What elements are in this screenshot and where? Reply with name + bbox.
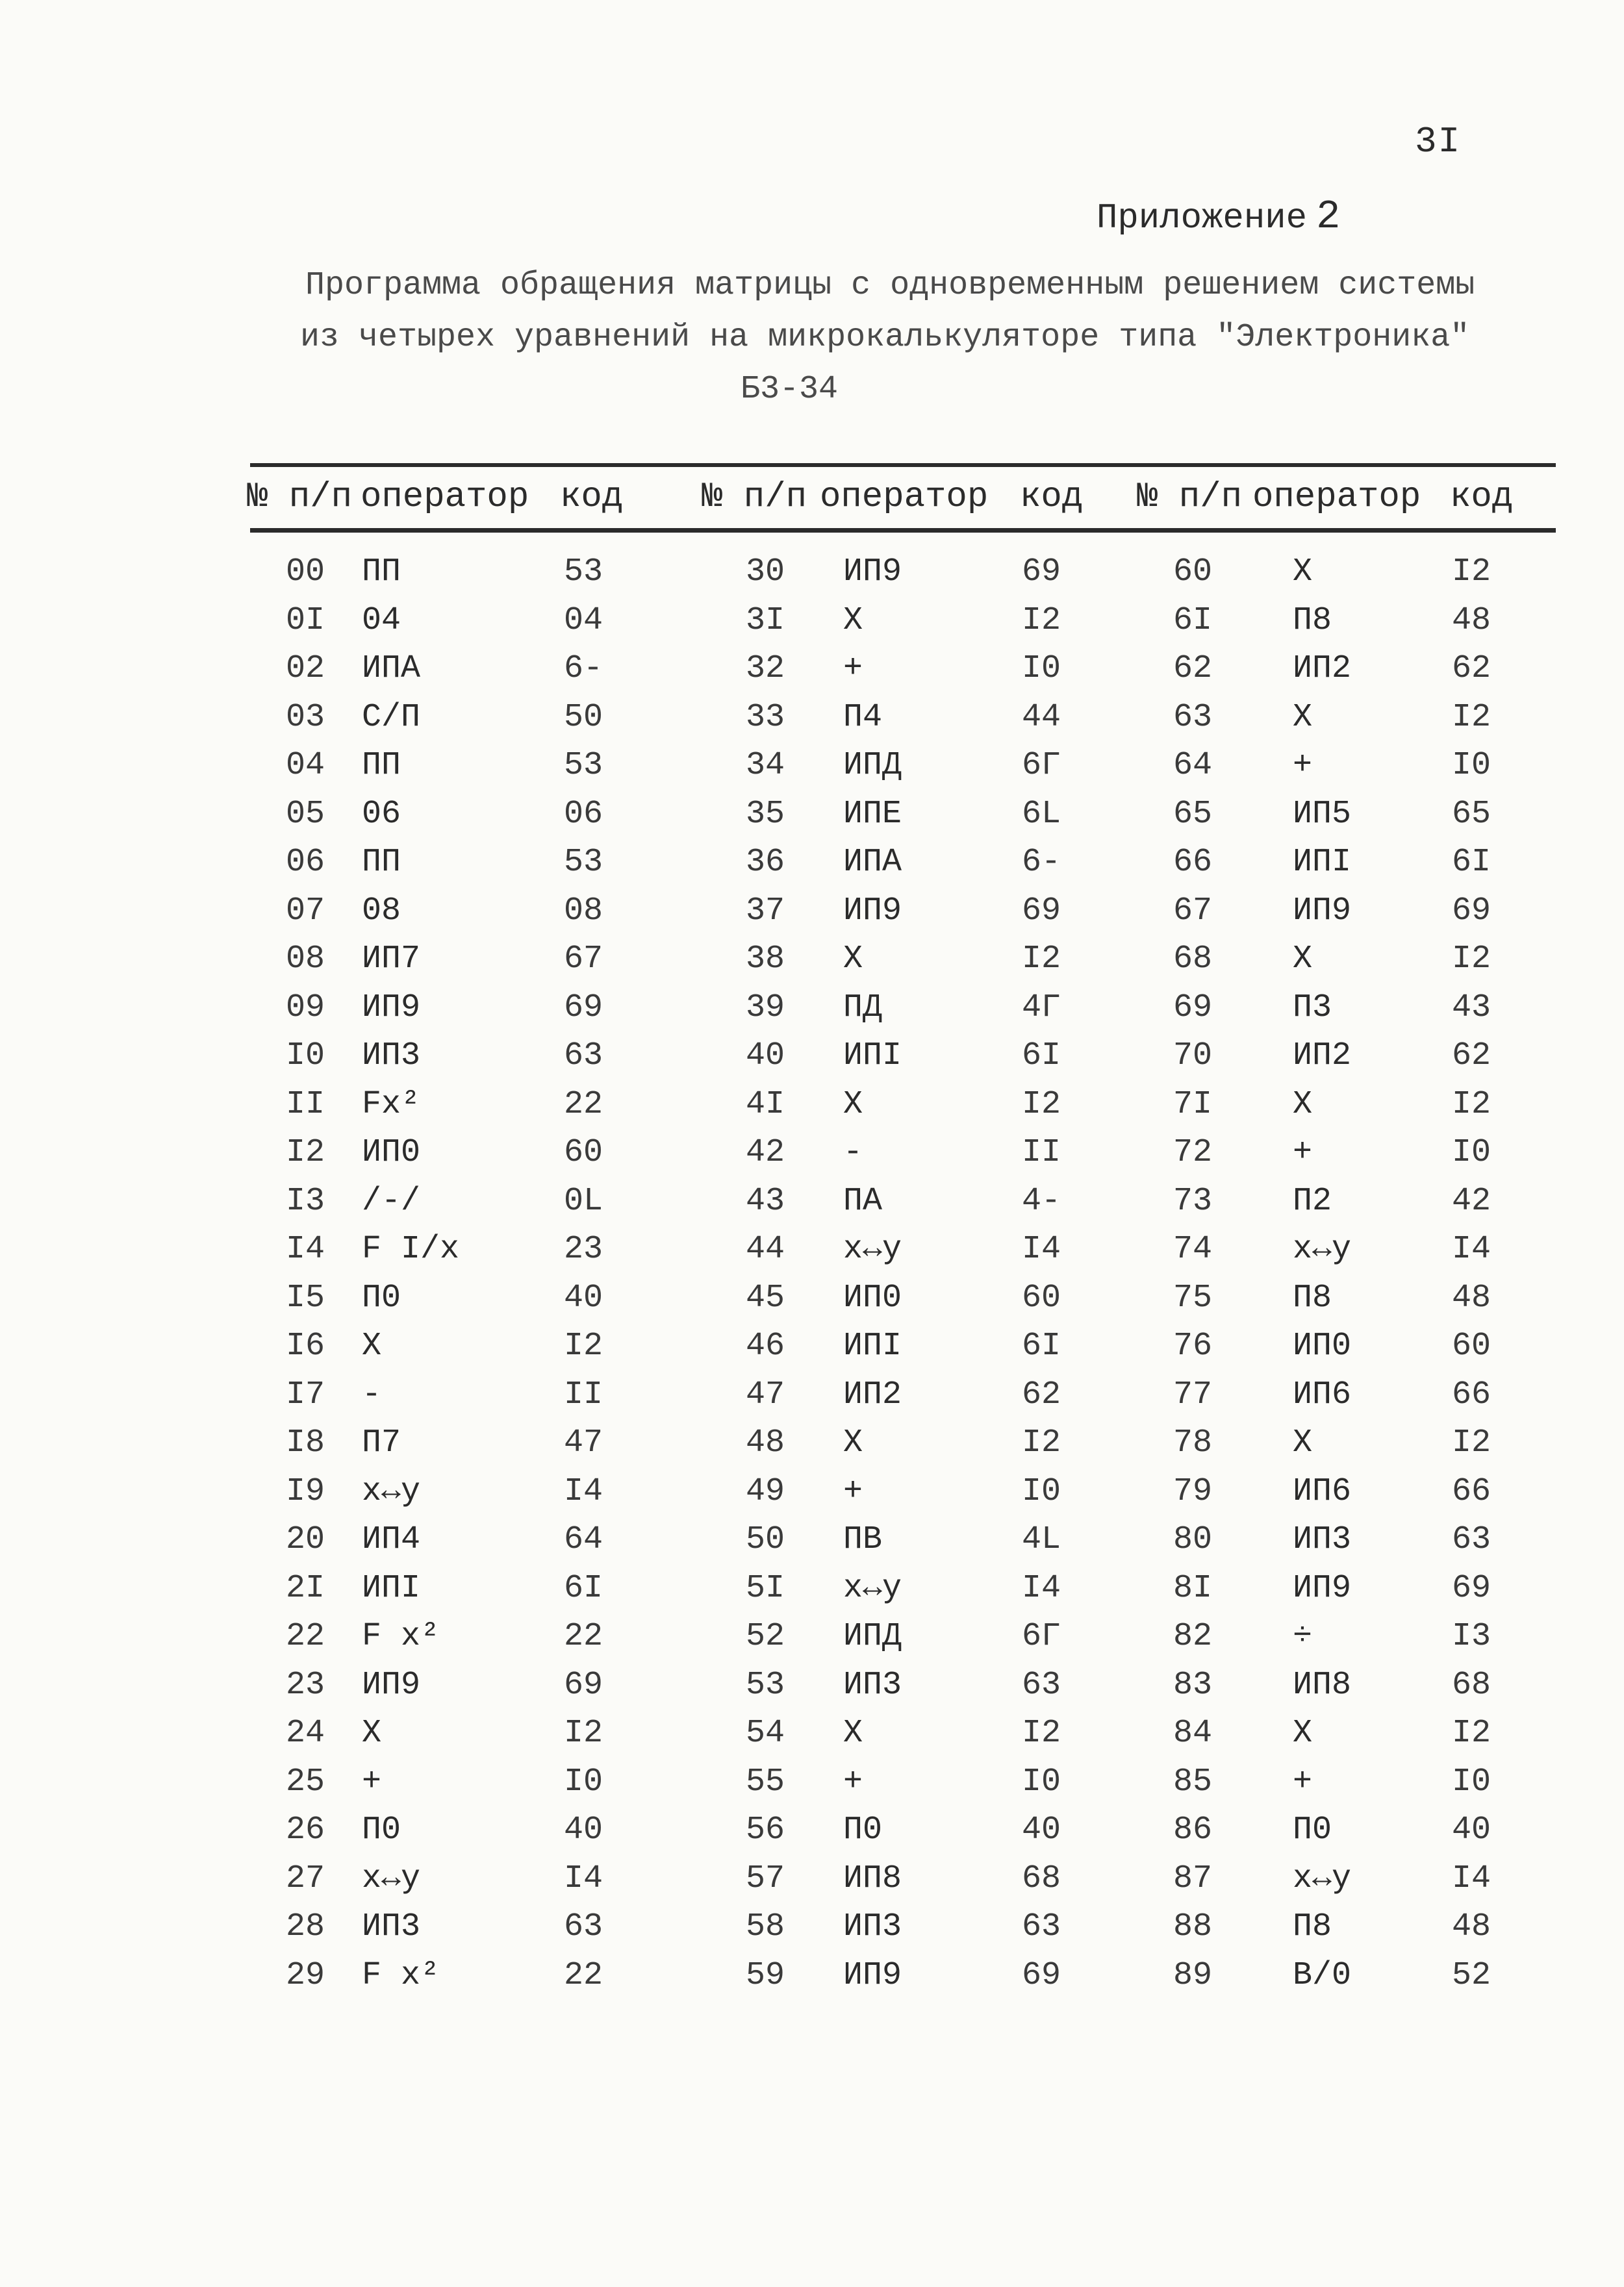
code-cell: 53 bbox=[564, 747, 603, 784]
step-number-cell: 48 bbox=[746, 1424, 785, 1461]
operator-cell: ИП3 bbox=[843, 1666, 902, 1704]
operator-cell: П7 bbox=[362, 1424, 401, 1461]
operator-cell: П8 bbox=[1293, 1279, 1332, 1317]
code-cell: 63 bbox=[1452, 1521, 1491, 1558]
operator-cell: X bbox=[843, 1424, 863, 1461]
code-cell: 06 bbox=[564, 795, 603, 833]
header-code-1: код bbox=[560, 477, 624, 517]
code-cell: I2 bbox=[1022, 601, 1061, 639]
operator-cell: П8 bbox=[1293, 1908, 1332, 1945]
code-cell: 40 bbox=[564, 1812, 603, 1849]
operator-cell: + bbox=[1293, 1134, 1313, 1171]
appendix-heading bbox=[1097, 194, 1340, 240]
step-number-cell: 5I bbox=[746, 1569, 785, 1607]
code-cell: I2 bbox=[1022, 1085, 1061, 1123]
code-cell: I2 bbox=[1022, 1715, 1061, 1752]
operator-cell: ИПД bbox=[843, 1618, 902, 1655]
appendix-number: 2 bbox=[1316, 194, 1341, 240]
header-number-2: № п/п bbox=[702, 477, 807, 517]
code-cell: 53 bbox=[564, 844, 603, 881]
code-cell: 66 bbox=[1452, 1472, 1491, 1510]
code-cell: 22 bbox=[564, 1085, 603, 1123]
operator-cell: С/П bbox=[362, 698, 421, 736]
code-cell: 53 bbox=[564, 553, 603, 590]
operator-cell: - bbox=[843, 1134, 863, 1171]
operator-cell: + bbox=[1293, 747, 1313, 784]
code-cell: 6L bbox=[1022, 795, 1061, 833]
code-cell: 44 bbox=[1022, 698, 1061, 736]
step-number-cell: 8I bbox=[1173, 1569, 1213, 1607]
step-number-cell: I0 bbox=[286, 1037, 325, 1074]
step-number-cell: 68 bbox=[1173, 941, 1213, 978]
code-cell: II bbox=[1022, 1134, 1061, 1171]
code-cell: 60 bbox=[1452, 1328, 1491, 1365]
operator-cell: F x² bbox=[362, 1956, 440, 1994]
step-number-cell: I8 bbox=[286, 1424, 325, 1461]
step-number-cell: 62 bbox=[1173, 650, 1213, 687]
code-cell: 50 bbox=[564, 698, 603, 736]
operator-cell: + bbox=[362, 1763, 382, 1801]
operator-cell: X bbox=[362, 1715, 382, 1752]
operator-cell: ИП5 bbox=[1293, 795, 1352, 833]
code-cell: II bbox=[564, 1376, 603, 1413]
step-number-cell: 26 bbox=[286, 1812, 325, 1849]
operator-cell: ИП3 bbox=[843, 1908, 902, 1945]
operator-cell: П2 bbox=[1293, 1182, 1332, 1220]
operator-cell: ПП bbox=[362, 553, 401, 590]
operator-cell: ÷ bbox=[1293, 1618, 1313, 1655]
step-number-cell: I9 bbox=[286, 1472, 325, 1510]
code-cell: 66 bbox=[1452, 1376, 1491, 1413]
step-number-cell: 47 bbox=[746, 1376, 785, 1413]
code-cell: 60 bbox=[1022, 1279, 1061, 1317]
step-number-cell: 25 bbox=[286, 1763, 325, 1801]
operator-cell: X bbox=[1293, 1715, 1313, 1752]
step-number-cell: 2I bbox=[286, 1569, 325, 1607]
step-number-cell: 49 bbox=[746, 1472, 785, 1510]
operator-cell: ИП2 bbox=[1293, 650, 1352, 687]
code-cell: 6I bbox=[564, 1569, 603, 1607]
code-cell: 65 bbox=[1452, 795, 1491, 833]
step-number-cell: 50 bbox=[746, 1521, 785, 1558]
step-number-cell: 0I bbox=[286, 601, 325, 639]
operator-cell: ИПI bbox=[843, 1037, 902, 1074]
code-cell: I2 bbox=[1452, 1424, 1491, 1461]
step-number-cell: 6I bbox=[1173, 601, 1213, 639]
code-cell: I3 bbox=[1452, 1618, 1491, 1655]
operator-cell: П0 bbox=[362, 1279, 401, 1317]
code-cell: I4 bbox=[1022, 1231, 1061, 1268]
operator-cell: П3 bbox=[1293, 989, 1332, 1026]
code-cell: 68 bbox=[1022, 1860, 1061, 1897]
header-number-3: № п/п bbox=[1137, 477, 1243, 517]
step-number-cell: 78 bbox=[1173, 1424, 1213, 1461]
operator-cell: ПП bbox=[362, 747, 401, 784]
step-number-cell: I2 bbox=[286, 1134, 325, 1171]
code-cell: 69 bbox=[1452, 892, 1491, 929]
operator-cell: ИП2 bbox=[843, 1376, 902, 1413]
operator-cell: ИП8 bbox=[1293, 1666, 1352, 1704]
operator-cell: П4 bbox=[843, 698, 883, 736]
step-number-cell: 74 bbox=[1173, 1231, 1213, 1268]
step-number-cell: 42 bbox=[746, 1134, 785, 1171]
operator-cell: X bbox=[843, 941, 863, 978]
step-number-cell: 02 bbox=[286, 650, 325, 687]
step-number-cell: 84 bbox=[1173, 1715, 1213, 1752]
step-number-cell: 32 bbox=[746, 650, 785, 687]
step-number-cell: 52 bbox=[746, 1618, 785, 1655]
step-number-cell: 73 bbox=[1173, 1182, 1213, 1220]
step-number-cell: 59 bbox=[746, 1956, 785, 1994]
code-cell: 47 bbox=[564, 1424, 603, 1461]
code-cell: 6Г bbox=[1022, 1618, 1061, 1655]
code-cell: I2 bbox=[1452, 1085, 1491, 1123]
operator-cell: ИП9 bbox=[362, 989, 421, 1026]
operator-cell: ИП2 bbox=[1293, 1037, 1352, 1074]
operator-cell: X bbox=[1293, 553, 1313, 590]
header-operator-1: оператор bbox=[361, 477, 529, 517]
code-cell: 08 bbox=[564, 892, 603, 929]
step-number-cell: 65 bbox=[1173, 795, 1213, 833]
code-cell: I0 bbox=[1452, 747, 1491, 784]
operator-cell: X bbox=[1293, 1424, 1313, 1461]
step-number-cell: 55 bbox=[746, 1763, 785, 1801]
step-number-cell: 38 bbox=[746, 941, 785, 978]
step-number-cell: 20 bbox=[286, 1521, 325, 1558]
step-number-cell: 37 bbox=[746, 892, 785, 929]
step-number-cell: 29 bbox=[286, 1956, 325, 1994]
operator-cell: X bbox=[843, 1715, 863, 1752]
code-cell: 69 bbox=[1452, 1569, 1491, 1607]
code-cell: 23 bbox=[564, 1231, 603, 1268]
operator-cell: ИП3 bbox=[1293, 1521, 1352, 1558]
step-number-cell: 67 bbox=[1173, 892, 1213, 929]
code-cell: I2 bbox=[1022, 1424, 1061, 1461]
step-number-cell: 28 bbox=[286, 1908, 325, 1945]
code-cell: 6I bbox=[1452, 844, 1491, 881]
step-number-cell: I3 bbox=[286, 1182, 325, 1220]
operator-cell: Fx² bbox=[362, 1085, 421, 1123]
code-cell: 6- bbox=[564, 650, 603, 687]
code-cell: I2 bbox=[1452, 698, 1491, 736]
code-cell: 62 bbox=[1022, 1376, 1061, 1413]
code-cell: 69 bbox=[564, 1666, 603, 1704]
step-number-cell: 24 bbox=[286, 1715, 325, 1752]
operator-cell: x↔y bbox=[362, 1472, 421, 1510]
code-cell: 63 bbox=[1022, 1908, 1061, 1945]
step-number-cell: 85 bbox=[1173, 1763, 1213, 1801]
step-number-cell: 76 bbox=[1173, 1328, 1213, 1365]
table-header-rule bbox=[250, 528, 1556, 533]
operator-cell: F I/x bbox=[362, 1231, 460, 1268]
operator-cell: ИП9 bbox=[1293, 1569, 1352, 1607]
header-operator-3: оператор bbox=[1252, 477, 1421, 517]
operator-cell: x↔y bbox=[362, 1860, 421, 1897]
code-cell: I4 bbox=[1452, 1860, 1491, 1897]
code-cell: I4 bbox=[564, 1472, 603, 1510]
step-number-cell: 07 bbox=[286, 892, 325, 929]
code-cell: 4Г bbox=[1022, 989, 1061, 1026]
step-number-cell: 69 bbox=[1173, 989, 1213, 1026]
operator-cell: 08 bbox=[362, 892, 401, 929]
operator-cell: ИП0 bbox=[1293, 1328, 1352, 1365]
code-cell: 48 bbox=[1452, 1908, 1491, 1945]
step-number-cell: 23 bbox=[286, 1666, 325, 1704]
step-number-cell: 66 bbox=[1173, 844, 1213, 881]
step-number-cell: 70 bbox=[1173, 1037, 1213, 1074]
code-cell: I0 bbox=[1452, 1763, 1491, 1801]
operator-cell: В/0 bbox=[1293, 1956, 1352, 1994]
step-number-cell: 89 bbox=[1173, 1956, 1213, 1994]
step-number-cell: 82 bbox=[1173, 1618, 1213, 1655]
code-cell: I2 bbox=[1452, 553, 1491, 590]
operator-cell: ПА bbox=[843, 1182, 883, 1220]
code-cell: I0 bbox=[1022, 1472, 1061, 1510]
step-number-cell: 35 bbox=[746, 795, 785, 833]
code-cell: 48 bbox=[1452, 1279, 1491, 1317]
operator-cell: ПД bbox=[843, 989, 883, 1026]
operator-cell: x↔y bbox=[1293, 1231, 1352, 1268]
step-number-cell: 00 bbox=[286, 553, 325, 590]
operator-cell: ИПА bbox=[362, 650, 421, 687]
step-number-cell: 27 bbox=[286, 1860, 325, 1897]
code-cell: 6Г bbox=[1022, 747, 1061, 784]
code-cell: 6- bbox=[1022, 844, 1061, 881]
code-cell: 68 bbox=[1452, 1666, 1491, 1704]
operator-cell: ИП9 bbox=[362, 1666, 421, 1704]
operator-cell: + bbox=[1293, 1763, 1313, 1801]
code-cell: 40 bbox=[564, 1279, 603, 1317]
operator-cell: ИП9 bbox=[1293, 892, 1352, 929]
operator-cell: ИП7 bbox=[362, 941, 421, 978]
title-line-2: из четырех уравнений на микрокалькуляторе типа "Электроника" bbox=[300, 319, 1470, 356]
code-cell: I2 bbox=[564, 1328, 603, 1365]
operator-cell: X bbox=[1293, 1085, 1313, 1123]
operator-cell: 04 bbox=[362, 601, 401, 639]
code-cell: 63 bbox=[564, 1908, 603, 1945]
operator-cell: ИПI bbox=[1293, 844, 1352, 881]
step-number-cell: I5 bbox=[286, 1279, 325, 1317]
step-number-cell: 22 bbox=[286, 1618, 325, 1655]
step-number-cell: 86 bbox=[1173, 1812, 1213, 1849]
code-cell: 69 bbox=[564, 989, 603, 1026]
code-cell: 22 bbox=[564, 1618, 603, 1655]
code-cell: 52 bbox=[1452, 1956, 1491, 1994]
operator-cell: F x² bbox=[362, 1618, 440, 1655]
code-cell: I0 bbox=[1452, 1134, 1491, 1171]
operator-cell: ИП3 bbox=[362, 1037, 421, 1074]
code-cell: 60 bbox=[564, 1134, 603, 1171]
operator-cell: X bbox=[843, 1085, 863, 1123]
step-number-cell: I7 bbox=[286, 1376, 325, 1413]
step-number-cell: 58 bbox=[746, 1908, 785, 1945]
code-cell: 40 bbox=[1022, 1812, 1061, 1849]
code-cell: I2 bbox=[1452, 941, 1491, 978]
step-number-cell: 7I bbox=[1173, 1085, 1213, 1123]
step-number-cell: 44 bbox=[746, 1231, 785, 1268]
code-cell: 69 bbox=[1022, 892, 1061, 929]
operator-cell: + bbox=[843, 1472, 863, 1510]
step-number-cell: 36 bbox=[746, 844, 785, 881]
appendix-label: Приложение bbox=[1097, 199, 1308, 238]
step-number-cell: 45 bbox=[746, 1279, 785, 1317]
step-number-cell: 64 bbox=[1173, 747, 1213, 784]
operator-cell: + bbox=[843, 1763, 863, 1801]
code-cell: 0L bbox=[564, 1182, 603, 1220]
code-cell: I0 bbox=[564, 1763, 603, 1801]
code-cell: 69 bbox=[1022, 553, 1061, 590]
code-cell: I0 bbox=[1022, 650, 1061, 687]
header-code-3: код bbox=[1450, 477, 1514, 517]
operator-cell: ИП6 bbox=[1293, 1472, 1352, 1510]
code-cell: 63 bbox=[1022, 1666, 1061, 1704]
step-number-cell: 57 bbox=[746, 1860, 785, 1897]
step-number-cell: 3I bbox=[746, 601, 785, 639]
code-cell: 69 bbox=[1022, 1956, 1061, 1994]
step-number-cell: 34 bbox=[746, 747, 785, 784]
operator-cell: ИПI bbox=[843, 1328, 902, 1365]
page-number: 3I bbox=[1415, 121, 1462, 162]
operator-cell: X bbox=[843, 601, 863, 639]
operator-cell: /-/ bbox=[362, 1182, 421, 1220]
code-cell: 62 bbox=[1452, 650, 1491, 687]
code-cell: 40 bbox=[1452, 1812, 1491, 1849]
code-cell: 63 bbox=[564, 1037, 603, 1074]
code-cell: I4 bbox=[564, 1860, 603, 1897]
step-number-cell: 75 bbox=[1173, 1279, 1213, 1317]
step-number-cell: 72 bbox=[1173, 1134, 1213, 1171]
code-cell: I2 bbox=[1452, 1715, 1491, 1752]
operator-cell: ИП9 bbox=[843, 553, 902, 590]
code-cell: 22 bbox=[564, 1956, 603, 1994]
code-cell: 67 bbox=[564, 941, 603, 978]
code-cell: 4L bbox=[1022, 1521, 1061, 1558]
step-number-cell: 83 bbox=[1173, 1666, 1213, 1704]
step-number-cell: 80 bbox=[1173, 1521, 1213, 1558]
title-line-1: Программа обращения матрицы с одновременным решением системы bbox=[305, 267, 1475, 304]
operator-cell: ИП9 bbox=[843, 1956, 902, 1994]
step-number-cell: 30 bbox=[746, 553, 785, 590]
title-line-3: Б3-34 bbox=[741, 371, 839, 408]
operator-cell: П8 bbox=[1293, 601, 1332, 639]
step-number-cell: 33 bbox=[746, 698, 785, 736]
step-number-cell: 87 bbox=[1173, 1860, 1213, 1897]
step-number-cell: 08 bbox=[286, 941, 325, 978]
document-title bbox=[300, 260, 1507, 416]
operator-cell: П0 bbox=[362, 1812, 401, 1849]
code-cell: 62 bbox=[1452, 1037, 1491, 1074]
operator-cell: x↔y bbox=[843, 1231, 902, 1268]
operator-cell: x↔y bbox=[1293, 1860, 1352, 1897]
step-number-cell: 54 bbox=[746, 1715, 785, 1752]
operator-cell: x↔y bbox=[843, 1569, 902, 1607]
code-cell: I2 bbox=[1022, 941, 1061, 978]
step-number-cell: 88 bbox=[1173, 1908, 1213, 1945]
operator-cell: П0 bbox=[1293, 1812, 1332, 1849]
step-number-cell: 63 bbox=[1173, 698, 1213, 736]
code-cell: I4 bbox=[1022, 1569, 1061, 1607]
operator-cell: - bbox=[362, 1376, 382, 1413]
step-number-cell: 03 bbox=[286, 698, 325, 736]
code-cell: 4- bbox=[1022, 1182, 1061, 1220]
code-cell: I4 bbox=[1452, 1231, 1491, 1268]
header-code-2: код bbox=[1020, 477, 1084, 517]
code-cell: 48 bbox=[1452, 601, 1491, 639]
operator-cell: ПП bbox=[362, 844, 401, 881]
code-cell: 43 bbox=[1452, 989, 1491, 1026]
code-cell: I0 bbox=[1022, 1763, 1061, 1801]
operator-cell: ИП0 bbox=[362, 1134, 421, 1171]
operator-cell: X bbox=[362, 1328, 382, 1365]
operator-cell: ИП0 bbox=[843, 1279, 902, 1317]
step-number-cell: 39 bbox=[746, 989, 785, 1026]
step-number-cell: 56 bbox=[746, 1812, 785, 1849]
operator-cell: X bbox=[1293, 941, 1313, 978]
operator-cell: ИПА bbox=[843, 844, 902, 881]
operator-cell: ИП9 bbox=[843, 892, 902, 929]
step-number-cell: I6 bbox=[286, 1328, 325, 1365]
step-number-cell: 77 bbox=[1173, 1376, 1213, 1413]
code-cell: 42 bbox=[1452, 1182, 1491, 1220]
step-number-cell: 46 bbox=[746, 1328, 785, 1365]
operator-cell: ИП6 bbox=[1293, 1376, 1352, 1413]
operator-cell: 06 bbox=[362, 795, 401, 833]
step-number-cell: 09 bbox=[286, 989, 325, 1026]
operator-cell: ИПД bbox=[843, 747, 902, 784]
operator-cell: ИП4 bbox=[362, 1521, 421, 1558]
operator-cell: ИПI bbox=[362, 1569, 421, 1607]
step-number-cell: II bbox=[286, 1085, 325, 1123]
table-top-rule bbox=[250, 463, 1556, 467]
operator-cell: ИП8 bbox=[843, 1860, 902, 1897]
operator-cell: ИПЕ bbox=[843, 795, 902, 833]
step-number-cell: 43 bbox=[746, 1182, 785, 1220]
code-cell: 6I bbox=[1022, 1037, 1061, 1074]
step-number-cell: 40 bbox=[746, 1037, 785, 1074]
step-number-cell: 06 bbox=[286, 844, 325, 881]
step-number-cell: 04 bbox=[286, 747, 325, 784]
operator-cell: ИП3 bbox=[362, 1908, 421, 1945]
operator-cell: + bbox=[843, 650, 863, 687]
operator-cell: П0 bbox=[843, 1812, 883, 1849]
code-cell: 04 bbox=[564, 601, 603, 639]
code-cell: 6I bbox=[1022, 1328, 1061, 1365]
step-number-cell: 53 bbox=[746, 1666, 785, 1704]
step-number-cell: I4 bbox=[286, 1231, 325, 1268]
step-number-cell: 05 bbox=[286, 795, 325, 833]
step-number-cell: 4I bbox=[746, 1085, 785, 1123]
operator-cell: ПВ bbox=[843, 1521, 883, 1558]
code-cell: I2 bbox=[564, 1715, 603, 1752]
header-operator-2: оператор bbox=[820, 477, 989, 517]
code-cell: 64 bbox=[564, 1521, 603, 1558]
operator-cell: X bbox=[1293, 698, 1313, 736]
step-number-cell: 60 bbox=[1173, 553, 1213, 590]
step-number-cell: 79 bbox=[1173, 1472, 1213, 1510]
header-number-1: № п/п bbox=[247, 477, 353, 517]
